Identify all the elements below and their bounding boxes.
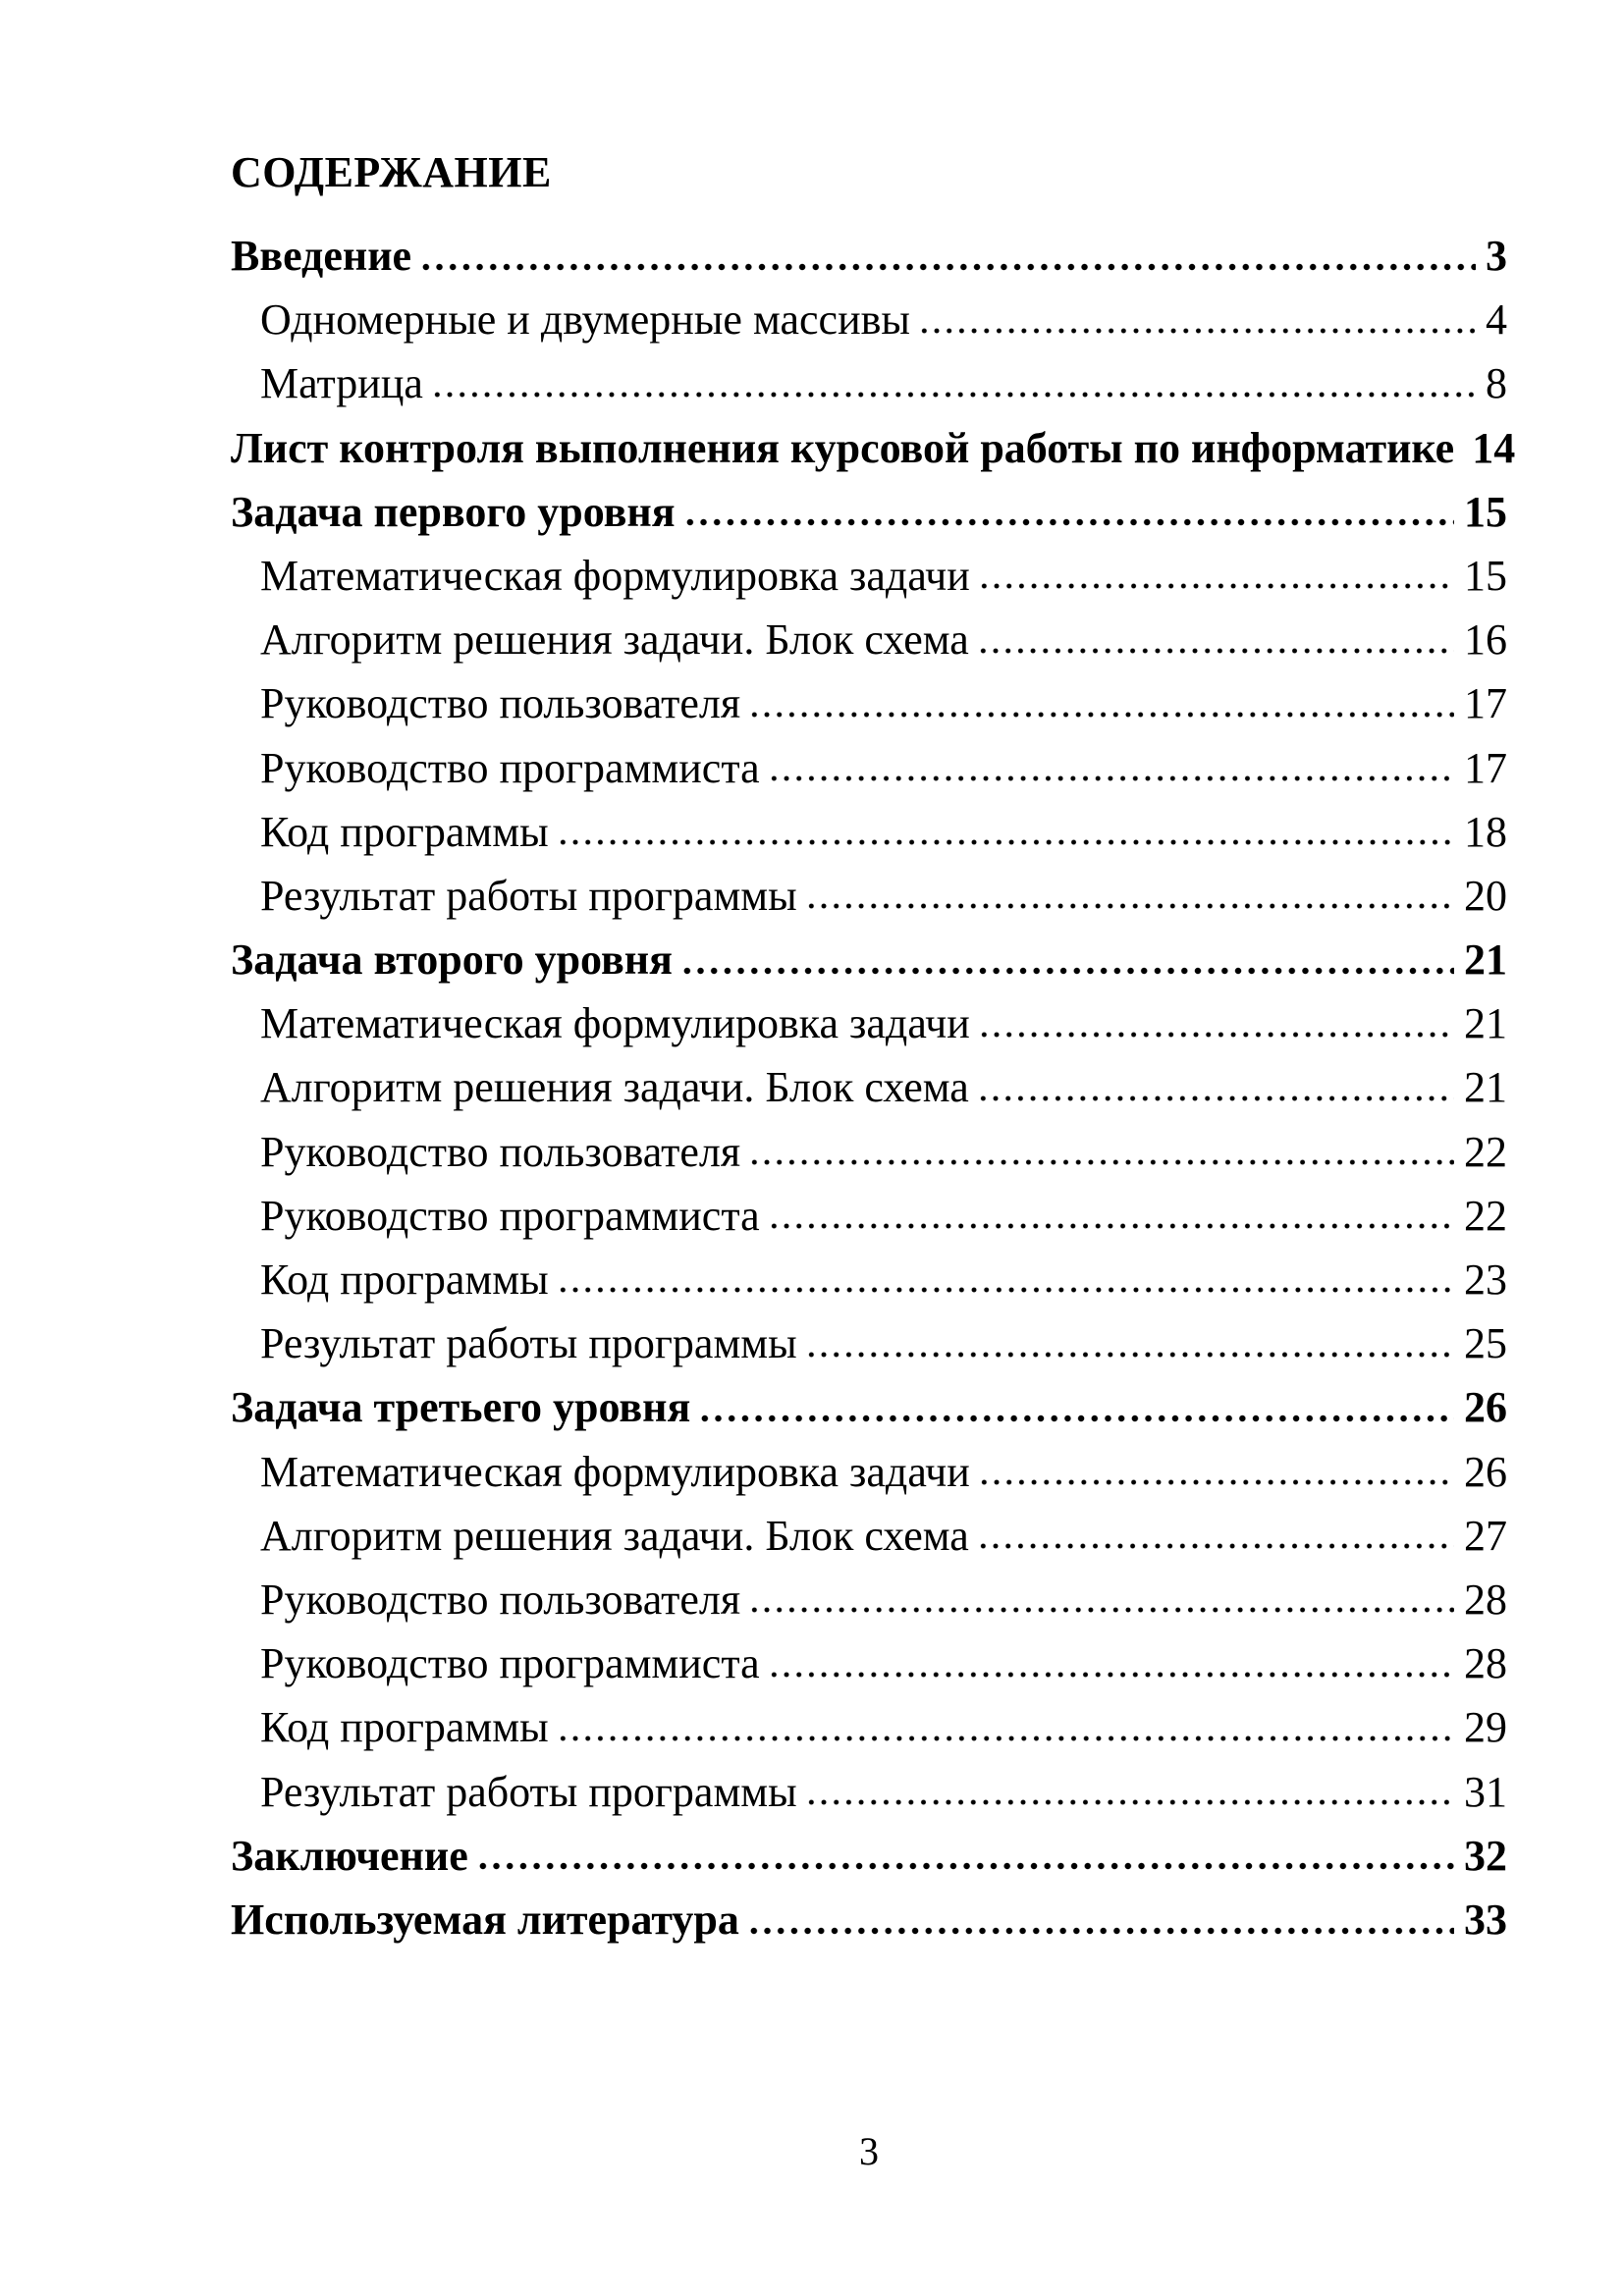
- toc-entry[interactable]: [231, 1120, 1507, 1184]
- toc-entry-page-number: 15: [1464, 551, 1507, 600]
- toc-entry[interactable]: [231, 608, 1507, 671]
- toc-entry-page-number: 26: [1464, 1383, 1507, 1432]
- table-of-contents: [231, 224, 1516, 1951]
- toc-entry[interactable]: [231, 1055, 1507, 1119]
- toc-entry-page-number: 31: [1464, 1767, 1507, 1816]
- toc-entry-page-number: 20: [1464, 871, 1507, 920]
- toc-entry-label: Задача второго уровня: [231, 935, 673, 985]
- dot-leader: [476, 1824, 1454, 1888]
- toc-entry[interactable]: [231, 671, 1507, 735]
- dot-leader: [977, 608, 1454, 671]
- toc-entry[interactable]: [231, 1568, 1507, 1631]
- toc-entry-page-number: 21: [1464, 999, 1507, 1048]
- toc-entry-page-number: 28: [1464, 1575, 1507, 1624]
- toc-entry-page-number: 29: [1464, 1703, 1507, 1752]
- dot-leader: [805, 864, 1454, 928]
- toc-entry[interactable]: [231, 1631, 1507, 1695]
- toc-entry-label: Алгоритм решения задачи. Блок схема: [260, 1063, 969, 1112]
- footer-page-number: 3: [859, 2129, 879, 2173]
- toc-entry[interactable]: [231, 991, 1507, 1055]
- toc-entry-page-number: 17: [1464, 743, 1507, 792]
- toc-entry-label: Код программы: [260, 1703, 549, 1752]
- toc-entry-label: Используемая литература: [231, 1895, 739, 1944]
- toc-entry-page-number: 27: [1464, 1511, 1507, 1560]
- toc-entry[interactable]: [231, 928, 1507, 991]
- toc-entry-label: Введение: [231, 232, 412, 280]
- toc-entry-label: Алгоритм решения задачи. Блок схема: [260, 615, 969, 665]
- toc-entry-page-number: 4: [1486, 295, 1507, 345]
- dot-leader: [805, 1760, 1454, 1824]
- toc-entry-label: Код программы: [260, 1255, 549, 1304]
- toc-entry[interactable]: [231, 1695, 1507, 1759]
- dot-leader: [978, 1440, 1454, 1504]
- toc-entry-page-number: 17: [1464, 679, 1507, 728]
- toc-entry[interactable]: [231, 480, 1507, 544]
- toc-entry-label: Руководство пользователя: [260, 679, 741, 728]
- dot-leader: [978, 544, 1454, 608]
- toc-entry-label: Результат работы программы: [260, 1319, 797, 1368]
- dot-leader: [768, 1631, 1454, 1695]
- toc-entry[interactable]: [231, 1248, 1507, 1311]
- toc-entry-label: Руководство программиста: [260, 1639, 760, 1688]
- toc-entry-page-number: 26: [1464, 1447, 1507, 1496]
- toc-entry-page-number: 21: [1464, 1063, 1507, 1112]
- dot-leader: [768, 736, 1454, 800]
- toc-entry[interactable]: [231, 1760, 1507, 1824]
- toc-entry-label: Результат работы программы: [260, 871, 797, 920]
- toc-entry[interactable]: [231, 864, 1507, 928]
- dot-leader: [748, 1120, 1454, 1184]
- toc-entry-page-number: 23: [1464, 1255, 1507, 1304]
- page-title: СОДЕРЖАНИЕ: [231, 148, 552, 196]
- toc-entry[interactable]: [231, 544, 1507, 608]
- toc-entry-label: Руководство программиста: [260, 1191, 760, 1240]
- toc-entry[interactable]: [231, 1311, 1507, 1375]
- dot-leader: [680, 928, 1454, 991]
- toc-entry[interactable]: [231, 1504, 1507, 1568]
- toc-entry-label: Математическая формулировка задачи: [260, 551, 970, 600]
- toc-entry-page-number: 21: [1464, 935, 1507, 985]
- dot-leader: [431, 351, 1476, 415]
- toc-entry[interactable]: [231, 1375, 1507, 1439]
- toc-entry-page-number: 16: [1464, 615, 1507, 665]
- toc-entry[interactable]: [231, 351, 1507, 415]
- toc-entry-page-number: 18: [1464, 807, 1507, 856]
- toc-entry-label: Одномерные и двумерные массивы: [260, 295, 910, 345]
- dot-leader: [977, 1504, 1454, 1568]
- toc-entry-label: Руководство пользователя: [260, 1575, 741, 1624]
- toc-entry[interactable]: [231, 800, 1507, 864]
- toc-entry[interactable]: [231, 224, 1507, 288]
- toc-entry[interactable]: [231, 1888, 1507, 1951]
- toc-entry-label: Матрица: [260, 359, 423, 408]
- dot-leader: [748, 671, 1454, 735]
- toc-entry-page-number: 8: [1486, 359, 1507, 408]
- dot-leader: [805, 1311, 1454, 1375]
- dot-leader: [748, 1568, 1454, 1631]
- dot-leader: [747, 1888, 1454, 1951]
- toc-entry-page-number: 15: [1464, 487, 1507, 536]
- dot-leader: [978, 991, 1454, 1055]
- toc-entry[interactable]: [231, 736, 1507, 800]
- dot-leader: [557, 800, 1454, 864]
- toc-entry-page-number: 22: [1464, 1127, 1507, 1176]
- dot-leader: [683, 480, 1454, 544]
- toc-entry-label: Алгоритм решения задачи. Блок схема: [260, 1511, 969, 1560]
- dot-leader: [918, 288, 1476, 351]
- dot-leader: [419, 224, 1476, 288]
- toc-entry-page-number: 33: [1464, 1895, 1507, 1944]
- toc-entry-label: Код программы: [260, 807, 549, 856]
- dot-leader: [768, 1184, 1454, 1248]
- toc-entry[interactable]: [231, 416, 1516, 480]
- toc-entry[interactable]: [231, 288, 1507, 351]
- toc-entry[interactable]: [231, 1824, 1507, 1888]
- dot-leader: [557, 1695, 1454, 1759]
- toc-entry-label: Задача первого уровня: [231, 487, 676, 536]
- dot-leader: [977, 1055, 1454, 1119]
- toc-entry-page-number: 3: [1486, 232, 1507, 280]
- toc-entry-page-number: 22: [1464, 1191, 1507, 1240]
- toc-entry-label: Лист контроля выполнения курсовой работы по информатике: [231, 423, 1455, 472]
- toc-entry-label: Заключение: [231, 1831, 468, 1880]
- toc-entry-label: Результат работы программы: [260, 1767, 797, 1816]
- toc-entry-page-number: 32: [1464, 1831, 1507, 1880]
- toc-entry-page-number: 14: [1472, 423, 1516, 472]
- toc-entry-label: Руководство программиста: [260, 743, 760, 792]
- dot-leader: [557, 1248, 1454, 1311]
- toc-entry-label: Математическая формулировка задачи: [260, 999, 970, 1048]
- toc-entry-label: Математическая формулировка задачи: [260, 1447, 970, 1496]
- toc-entry-page-number: 25: [1464, 1319, 1507, 1368]
- toc-entry-label: Руководство пользователя: [260, 1127, 741, 1176]
- toc-entry-page-number: 28: [1464, 1639, 1507, 1688]
- toc-entry[interactable]: [231, 1440, 1507, 1504]
- toc-entry[interactable]: [231, 1184, 1507, 1248]
- dot-leader: [698, 1375, 1454, 1439]
- toc-entry-label: Задача третьего уровня: [231, 1383, 691, 1432]
